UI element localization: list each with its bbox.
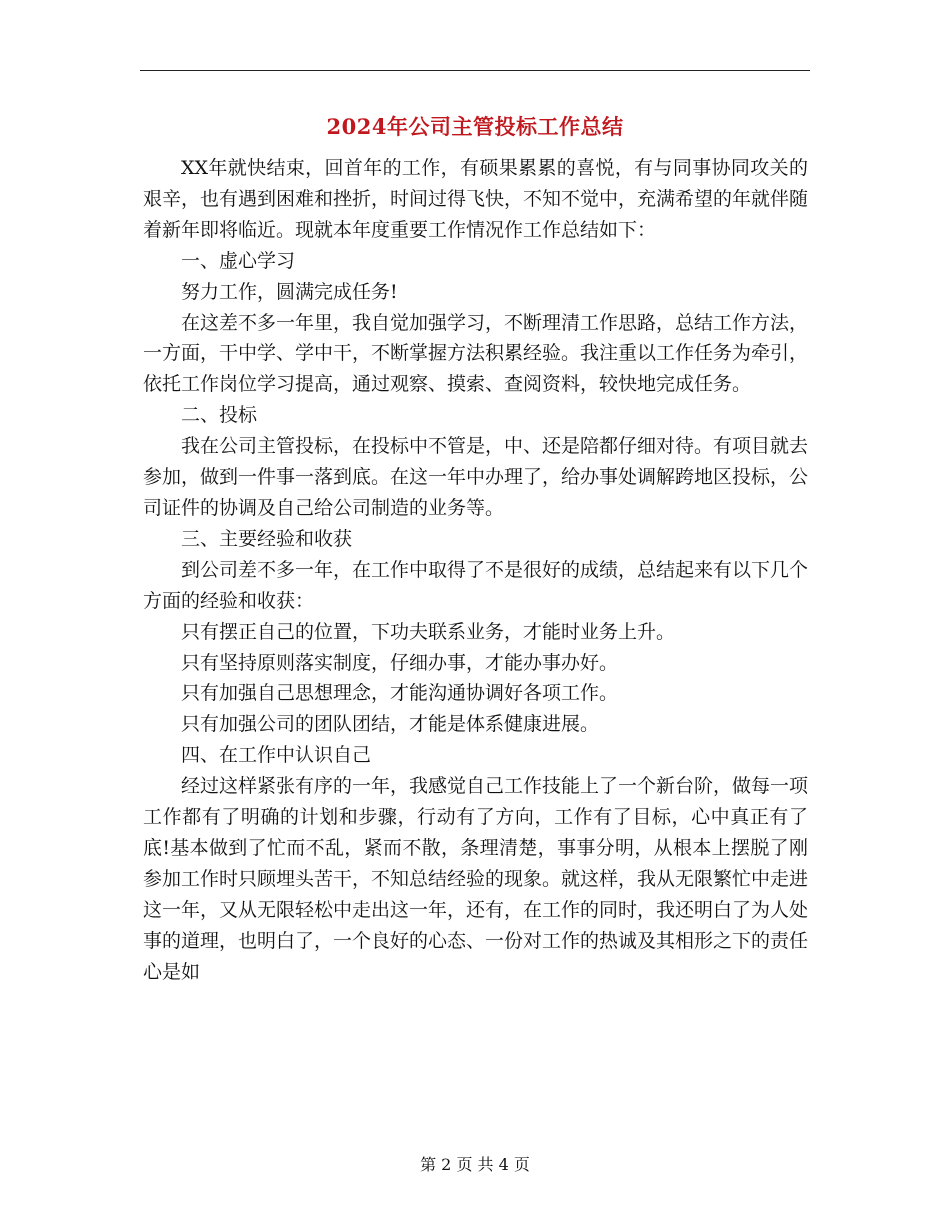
list-item: 只有加强公司的团队团结，才能是体系健康进展。	[181, 713, 600, 736]
paragraph: 在这差不多一年里，我自觉加强学习，不断理清工作思路，总结工作方法，一方面，干中学、学中干，不断掌握方法积累经验。我注重以工作任务为牵引，依托工作岗位学习提高，通过观察、摸索、查阅资料，较快地完成任务。	[143, 311, 809, 396]
section-heading-2: 二、投标	[181, 404, 258, 427]
section-heading-3: 三、主要经验和收获	[181, 527, 353, 550]
page-number-footer: 第 2 页 共 4 页	[420, 1155, 530, 1174]
paragraph: 到公司差不多一年，在工作中取得了不是很好的成绩，总结起来有以下几个方面的经验和收获：	[143, 558, 809, 612]
list-item: 只有摆正自己的位置，下功夫联系业务，才能时业务上升。	[181, 620, 676, 643]
list-item: 只有坚持原则落实制度，仔细办事，才能办事办好。	[181, 651, 619, 674]
section-heading-4: 四、在工作中认识自己	[181, 744, 372, 767]
paragraph: 我在公司主管投标，在投标中不管是，中、还是陪都仔细对待。有项目就去参加，做到一件事一落到底。在这一年中办理了，给办事处调解跨地区投标，公司证件的协调及自己给公司制造的业务等。	[143, 435, 809, 519]
document-body	[143, 153, 808, 987]
header-rule	[140, 70, 810, 71]
paragraph: 努力工作，圆满完成任务!	[181, 280, 398, 303]
paragraph: 经过这样紧张有序的一年，我感觉自己工作技能上了一个新台阶，做每一项工作都有了明确的计划和步骤，行动有了方向，工作有了目标，心中真正有了底!基本做到了忙而不乱，紧而不散，条理清楚，事事分明，从根本上摆脱了刚参加工作时只顾埋头苦干，不知总结经验的现象。就这样，我从无限繁忙中走进这一年，又从无限轻松中走出这一年，还有，在工作的同时，我还明白了为人处事的道理，也明白了，一个良好的心态、一份对工作的热诚及其相形之下的责任心是如	[143, 775, 809, 983]
paragraph-intro: XX年就快结束，回首年的工作，有硕果累累的喜悦，有与同事协同攻关的艰辛，也有遇到困难和挫折，时间过得飞快，不知不觉中，充满希望的年就伴随着新年即将临近。现就本年度重要工作情况作工作总结如下：	[143, 157, 809, 241]
document-title: 2024年公司主管投标工作总结	[326, 114, 624, 139]
section-heading-1: 一、虚心学习	[181, 249, 296, 272]
list-item: 只有加强自己思想理念，才能沟通协调好各项工作。	[181, 682, 619, 705]
